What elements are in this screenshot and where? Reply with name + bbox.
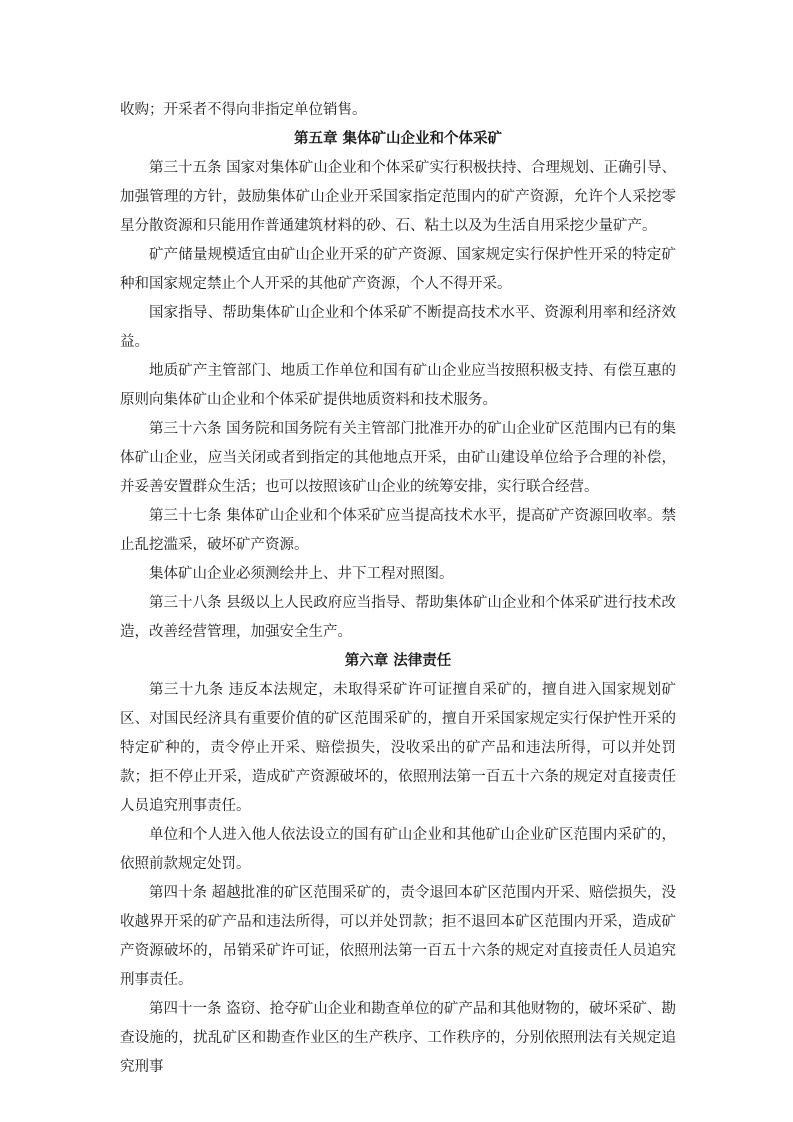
article-40: 第四十条 超越批准的矿区范围采矿的，责令退回本矿区范围内开采、赔偿损失，没收越界开采的矿产品和违法所得，可以并处罚款；拒不退回本矿区范围内开采，造成矿产资源破坏的，吊销采矿许可证，依照刑法第一百五十六条的规定对直接责任人员追究刑事责任。 <box>120 885 676 988</box>
article-36: 第三十六条 国务院和国务院有关主管部门批准开办的矿山企业矿区范围内已有的集体矿山企业，应当关闭或者到指定的其他地点开采，由矿山建设单位给予合理的补偿，并妥善安置群众生活；也可以按照该矿山企业的统筹安排，实行联合经营。 <box>120 421 676 495</box>
chapter-heading-6: 第六章 法律责任 <box>344 653 452 669</box>
article-35-para-2: 矿产储量规模适宜由矿山企业开采的矿产资源、国家规定实行保护性开采的特定矿种和国家规定禁止个人开采的其他矿产资源，个人不得开采。 <box>120 247 676 292</box>
article-41: 第四十一条 盗窃、抢夺矿山企业和勘查单位的矿产品和其他财物的，破坏采矿、勘查设施的，扰乱矿区和勘查作业区的生产秩序、工作秩序的，分别依照刑法有关规定追究刑事 <box>120 1001 676 1075</box>
article-37: 第三十七条 集体矿山企业和个体采矿应当提高技术水平，提高矿产资源回收率。禁止乱挖滥采，破坏矿产资源。 <box>120 508 676 553</box>
article-35-para-3: 国家指导、帮助集体矿山企业和个体采矿不断提高技术水平、资源利用率和经济效益。 <box>120 305 676 350</box>
article-39: 第三十九条 违反本法规定，未取得采矿许可证擅自采矿的，擅自进入国家规划矿区、对国民经济具有重要价值的矿区范围采矿的，擅自开采国家规定实行保护性开采的特定矿种的，责令停止开采、赔偿损失，没收采出的矿产品和违法所得，可以并处罚款；拒不停止开采，造成矿产资源破坏的，依照刑法第一百五十六条的规定对直接责任人员追究刑事责任。 <box>120 682 676 814</box>
article-37-para-2: 集体矿山企业必须测绘井上、井下工程对照图。 <box>149 566 454 582</box>
article-39-para-2: 单位和个人进入他人依法设立的国有矿山企业和其他矿山企业矿区范围内采矿的，依照前款规定处罚。 <box>120 827 676 872</box>
article-38: 第三十八条 县级以上人民政府应当指导、帮助集体矿山企业和个体采矿进行技术改造，改善经营管理，加强安全生产。 <box>120 595 676 640</box>
document-page <box>120 96 676 1082</box>
paragraph-continuation: 收购；开采者不得向非指定单位销售。 <box>120 102 367 118</box>
article-35-para-4: 地质矿产主管部门、地质工作单位和国有矿山企业应当按照积极支持、有偿互惠的原则向集体矿山企业和个体采矿提供地质资料和技术服务。 <box>120 363 676 408</box>
article-35: 第三十五条 国家对集体矿山企业和个体采矿实行积极扶持、合理规划、正确引导、加强管理的方针，鼓励集体矿山企业开采国家指定范围内的矿产资源，允许个人采挖零星分散资源和只能用作普通建筑材料的砂、石、粘土以及为生活自用采挖少量矿产。 <box>120 160 676 234</box>
chapter-heading-5: 第五章 集体矿山企业和个体采矿 <box>293 131 503 147</box>
